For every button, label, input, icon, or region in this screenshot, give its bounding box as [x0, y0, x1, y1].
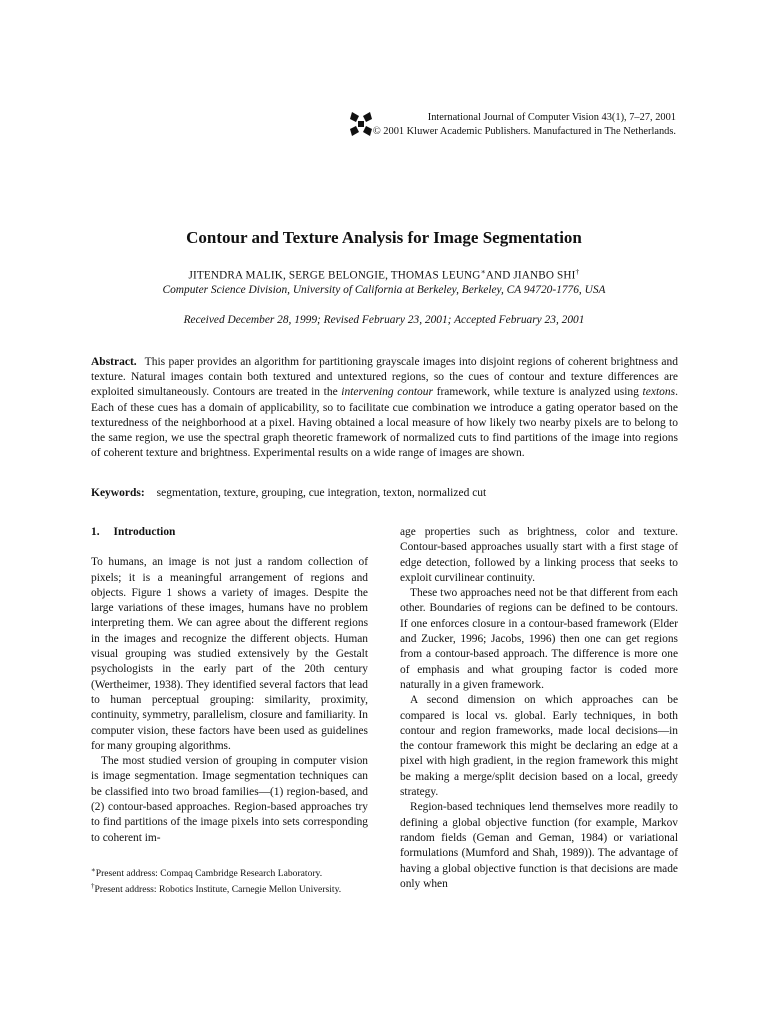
author-mark-b: † [575, 267, 580, 276]
received-dates: Received December 28, 1999; Revised February 23, 2001; Accepted February 23, 2001 [183, 314, 585, 326]
right-column [400, 525, 678, 892]
keywords-label: Keywords: [91, 487, 145, 499]
abstract-text-2: framework, while texture is analyzed using [433, 386, 643, 399]
author-names-b: AND JIANBO SHI [485, 269, 576, 282]
section-number: 1. [91, 526, 100, 538]
abstract-text-1: This paper provides an algorithm for partitioning grayscale images into disjoint regions of coherent brightness and texture. Natural images contain both textured and untextured regions, so the cues of contour and texture differences are exploited simultaneously. Contours are treated in the [91, 356, 678, 399]
intro-paragraph-1: To humans, an image is not just a random collection of pixels; it is a meaningful arrangement of regions and objects. Figure 1 shows a variety of images. Despite the large variations of these images, humans have no problem interpreting them. We can agree about the different regions in the images and recognize the different objects. Human visual grouping was studied extensively by the Gestalt psychologists in the early part of the 20th century (Wertheimer, 1938). They identified several factors that lead to human perceptual grouping: similarity, proximity, continuity, symmetry, parallelism, closure and familiarity. In computer vision, these factors have been used as guidelines for many grouping algorithms. [91, 556, 368, 752]
intro-paragraph-4: A second dimension on which approaches can be compared is local vs. global. Early techniques, in both contour and region frameworks, made local decisions—in the contour framework this might be declaring an edge at a pixel with high gradient, in the region framework this might be making a merge/split decision based on a local, greedy strategy. [400, 694, 678, 799]
author-names-a: JITENDRA MALIK, SERGE BELONGIE, THOMAS LEUNG [188, 269, 481, 282]
footnote-text-2: Present address: Robotics Institute, Carnegie Mellon University. [94, 884, 342, 896]
section-heading [91, 525, 368, 540]
keywords-text: segmentation, texture, grouping, cue integration, texton, normalized cut [156, 487, 487, 499]
author-mark-a: ∗ [480, 267, 486, 276]
copyright-notice: © 2001 Kluwer Academic Publishers. Manufactured in The Netherlands. [372, 126, 676, 137]
keywords [91, 487, 678, 499]
abstract-emphasis-1: intervening contour [341, 386, 434, 399]
footnote-mark-2: † [91, 882, 95, 891]
author-list [0, 267, 768, 282]
abstract-label: Abstract. [91, 356, 137, 368]
section-title: Introduction [113, 526, 176, 538]
intro-paragraph-5: Region-based techniques lend themselves more readily to defining a global objective function (for example, Markov random fields (Geman and Geman, 1984) or variational formulations (Mumford and Shah, 1989)). The advantage of having a global objective function is that decisions are made only when [400, 801, 678, 890]
paper-title: Contour and Texture Analysis for Image Segmentation [186, 228, 582, 247]
footnote-1 [91, 864, 368, 880]
abstract-text-3: . Each of these cues has a domain of applicability, so to facilitate cue combination we introduce a gating operator based on the texturedness of the neighborhood at a pixel. Having obtained a local measure of how likely two nearby pixels are to belong to the same region, we use the spectral graph theoretic framework of normalized cuts to find partitions of the image into regions of coherent texture and brightness. Experimental results on a wide range of images are shown. [91, 386, 678, 460]
intro-paragraph-2-continued: age properties such as brightness, color and texture. Contour-based approaches usually start with a first stage of edge detection, followed by a linking process that seeks to exploit curvilinear continuity. [400, 526, 678, 584]
footnote-mark-1: ∗ [91, 866, 96, 874]
intro-paragraph-3: These two approaches need not be that different from each other. Boundaries of regions can be defined to be contours. If one enforces closure in a contour-based framework (Elder and Zucker, 1996; Jacobs, 1996) then one can get regions from a contour-based approach. The difference is more one of emphasis and what grouping factor is coded more naturally in a given framework. [400, 587, 678, 691]
journal-header [373, 111, 676, 139]
abstract [91, 355, 678, 461]
footnote-2 [91, 880, 368, 896]
footnotes [91, 864, 368, 896]
abstract-emphasis-2: textons [642, 386, 676, 399]
footnote-text-1: Present address: Compaq Cambridge Research Laboratory. [95, 868, 323, 880]
left-column [91, 525, 368, 846]
journal-citation: International Journal of Computer Vision 43(1), 7–27, 2001 [427, 112, 676, 123]
intro-paragraph-2: The most studied version of grouping in computer vision is image segmentation. Image segmentation techniques can be classified into two broad families—(1) region-based, and (2) contour-based approaches. Region-based approaches try to find partitions of the image pixels into sets corresponding to coherent im- [91, 755, 368, 844]
affiliation: Computer Science Division, University of California at Berkeley, Berkeley, CA 94720-1776, USA [162, 284, 606, 296]
publisher-logo-icon [348, 110, 374, 138]
